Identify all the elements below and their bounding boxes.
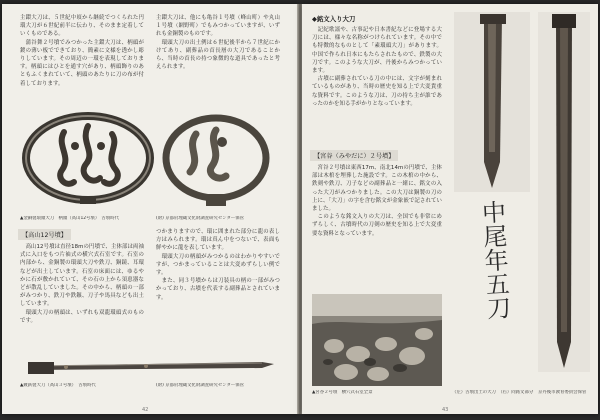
right-col-bottom-text: 宮谷２号墳は東西17m、南北14mの円墳で、主体部は木棺を埋葬した施設です。この木棺の中から、鉄剣や鉄刀、刀子などの副葬品と一緒に、銘文の入った大刀がみつかりました。この大刀は銅製の刀の上に、「大刀」の字を含む銘文が金象嵌で記されていました。 このような銘文入りの大刀は、全国でも非常にめずらしく、古墳時代の刀剣の歴史を知る上で大変重要な資料となっています。 <box>312 165 442 237</box>
section-heading-miyadani: 【宮谷（みやだに）２号墳】 <box>310 150 398 161</box>
right-col-top-text: 記紀歌謡や、古事記や日本書紀などに登場する大刀には、様々な名称がつけられています。その中でも特徴的なものとして「素環頭大刀」があります。中国で作られ日本にもたらされたもので、鉄製の大刀です。このような大刀が、丹後からみつかっています。 古墳に副葬されている刀の中には、文字が刻まれているものがあり、当時の歴史を知る上で大変貴重な資料です。このような刀は、刀の持ち主が誰であったのかを知る手がかりとなっています。 <box>312 27 442 107</box>
right-page <box>302 4 598 414</box>
sword-caption-left: （左）古墳出土の大刀 （右）同銘文部分 <box>452 390 534 395</box>
left-col1-top-text: 主鐶大刀は、５世紀中頃から継続でつくられた円環大刀が６世紀前半に伝わり、そのまま定着していくものである。 蒲谷舞２号墳でみつかった主鐶大刀は、柄頭が鍍の薄い板でできており、簡素に文様を透かし彫りしています。その周辺の一環を表現しております。柄頭にはひとを通す穴があり、柄頭飾りのあともふくまれていて、柄頭のあたりに刀の布が付着しております。 <box>20 15 144 87</box>
left-col1-bottom-text: 高山12号墳は直径18mの円墳で、主体部は両袖式に入口をもつ片袖式の横穴式石室です。石室の内部から、金銅製の環頭大刀や鉄刀、銅鏡、耳環などが出土しています。石室の床面には、ゆるやかに石が敷かれていて、その石の上から須恵器などが散乱していました。その中から、柄頭の一部がみつかり、鉄刀や鉄鏃、刀子や馬具なども出土しています。 環頭大刀の柄頭は、いずれも双龍環頭式のものです。 <box>20 244 144 324</box>
section-heading-takayama: 【高山12号墳】 <box>18 229 71 240</box>
sword-inscription-tracing: 中尾年五刀 <box>476 199 512 321</box>
left-col2-top-text: 主鐶大刀は、他にも亀谷１号墳（峰山町）や丸山１号墳（網野町）でもみつかっていますが、いずれも金銅製のものです。 環頭大刀の出土例は６世紀後半から７世紀にかけてあり、副葬品の首長層の大刀であることから、当時の首長の持つ象徴的な道具であったと考えられます。 <box>156 15 280 71</box>
right-page-number: 43 <box>442 407 449 413</box>
ring-pommel-photo-2 <box>160 112 272 208</box>
left-col2-bottom-text: つかまりますので、環に囲まれた部分に龍の表し方はみられます。環は真ん中をつないで、表面も鮮やかに龍を表しています。 環頭大刀の柄頭がみつかるのはわかりやすいですが、つかまっていることは大変めずらしい例です。 また、同３号墳からは刀装具の柄の一部がみつかっており、古墳を代表する副葬品とされています。 <box>156 229 280 301</box>
fig1-caption-right: (財) 京都府埋蔵文化財調査研究センター保管 <box>156 216 245 221</box>
sword-caption-right: 京丹後市教育委員会保管 <box>538 390 587 395</box>
fig2-caption-right: (財) 京都府埋蔵文化財調査研究センター保管 <box>156 383 245 388</box>
fig1-caption-left: ▲金銅製環頭大刀 柄頭（高山12号墳） 古墳時代 <box>20 216 119 221</box>
chamber-photo-caption: ▲宮谷２号墳 横穴式石室全景 <box>312 390 373 395</box>
left-page <box>2 4 298 414</box>
fig2-caption-left: ▲鍍鉄製大刀（高山３号墳） 古墳時代 <box>20 383 96 388</box>
stone-chamber-photo <box>312 294 442 386</box>
inscribed-sword-photo-left <box>454 12 530 192</box>
inscribed-sword-photo-right <box>538 12 590 372</box>
ring-pommel-photo-1 <box>20 112 156 204</box>
section-heading-inscribed-sword: ◆銘文入り大刀 <box>312 15 356 23</box>
iron-sword-photo <box>26 354 276 376</box>
left-page-number: 42 <box>142 407 149 413</box>
